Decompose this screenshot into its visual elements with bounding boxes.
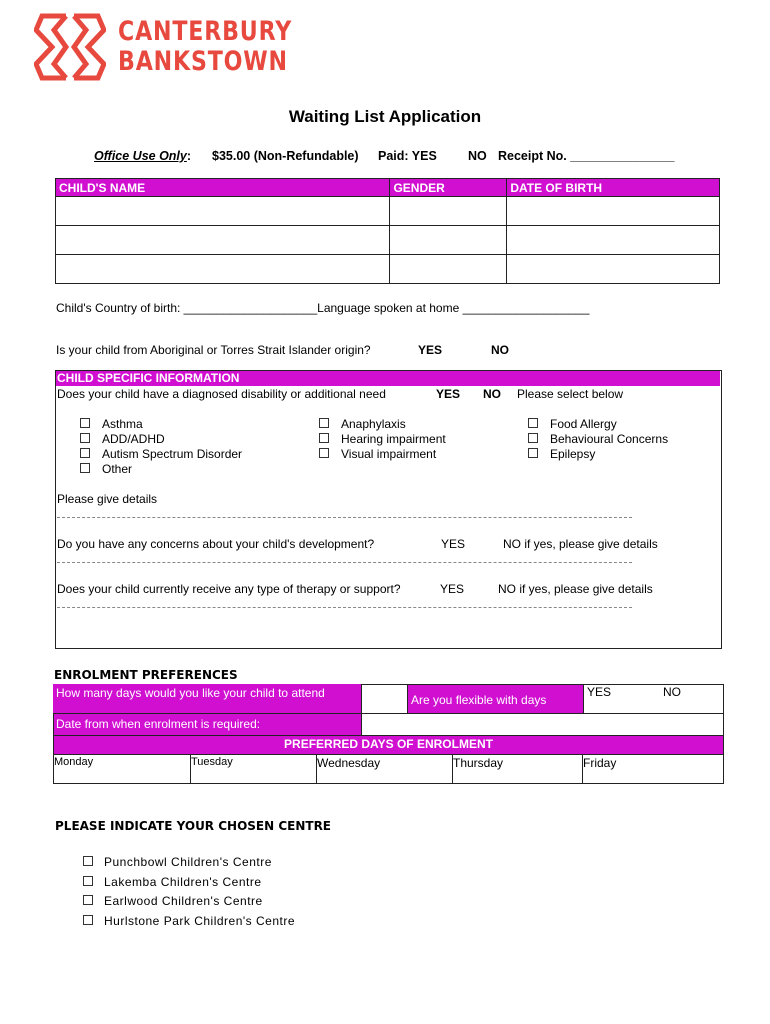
days-question: How many days would you like your child to attend: [53, 684, 362, 714]
flexible-answer[interactable]: [583, 684, 724, 714]
therapy-details-line[interactable]: [57, 607, 632, 608]
child-name-field[interactable]: [56, 197, 390, 226]
day-tuesday[interactable]: Tuesday: [190, 754, 317, 784]
days-field[interactable]: [361, 684, 408, 714]
checkbox-asthma[interactable]: Asthma: [80, 417, 143, 431]
office-use-label: Office Use Only:: [94, 149, 192, 163]
checkbox-other[interactable]: Other: [80, 462, 132, 476]
checkbox-icon: [80, 433, 90, 443]
therapy-yes[interactable]: YES: [440, 582, 465, 596]
child-details-table: [55, 178, 720, 284]
checkbox-icon: [528, 448, 538, 458]
checkbox-icon: [528, 418, 538, 428]
therapy-no[interactable]: NO if yes, please give details: [498, 582, 653, 596]
checkbox-icon: [319, 433, 329, 443]
day-thursday[interactable]: Thursday: [452, 754, 583, 784]
give-details-label: Please give details: [57, 492, 158, 506]
child-name-field[interactable]: [56, 226, 390, 255]
header-gender: GENDER: [390, 179, 507, 197]
canterbury-bankstown-logo-icon: [34, 12, 106, 82]
checkbox-icon: [83, 856, 93, 866]
dob-field[interactable]: [507, 226, 720, 255]
gender-field[interactable]: [390, 255, 507, 284]
page-title: Waiting List Application: [288, 107, 482, 126]
date-field[interactable]: [361, 713, 724, 736]
header-date-of-birth: DATE OF BIRTH: [507, 179, 720, 197]
office-receipt[interactable]: Receipt No. _______________: [498, 149, 675, 163]
logo-line-2: BANKSTOWN: [118, 46, 288, 77]
details-line[interactable]: [57, 517, 632, 518]
header-child-name: CHILD'S NAME: [56, 179, 390, 197]
checkbox-icon: [80, 418, 90, 428]
centre-earlwood[interactable]: Earlwood Children's Centre: [83, 894, 263, 908]
checkbox-icon: [528, 433, 538, 443]
dob-field[interactable]: [507, 255, 720, 284]
day-wednesday[interactable]: Wednesday: [316, 754, 453, 784]
centre-hurlstone-park[interactable]: Hurlstone Park Children's Centre: [83, 914, 295, 928]
gender-field[interactable]: [390, 226, 507, 255]
centre-lakemba[interactable]: Lakemba Children's Centre: [83, 875, 262, 889]
day-monday[interactable]: Monday: [53, 754, 191, 784]
checkbox-icon: [83, 915, 93, 925]
checkbox-icon: [80, 448, 90, 458]
checkbox-icon: [80, 463, 90, 473]
disability-no[interactable]: NO: [483, 387, 501, 401]
checkbox-icon: [83, 876, 93, 886]
aboriginal-no[interactable]: NO: [491, 343, 509, 357]
development-question: Do you have any concerns about your child's development?: [57, 537, 375, 551]
development-no[interactable]: NO if yes, please give details: [503, 537, 658, 551]
country-language-line[interactable]: Child's Country of birth: ____________________Language spoken at home ___________________: [56, 301, 590, 315]
child-name-field[interactable]: [56, 255, 390, 284]
office-paid-yes[interactable]: Paid: YES: [378, 149, 437, 163]
dob-field[interactable]: [507, 197, 720, 226]
child-specific-header: CHILD SPECIFIC INFORMATION: [56, 371, 720, 386]
flexible-no[interactable]: NO: [663, 685, 681, 699]
disability-question: Does your child have a diagnosed disability or additional need: [57, 387, 386, 401]
please-select-below: Please select below: [517, 387, 624, 401]
checkbox-icon: [319, 418, 329, 428]
therapy-question: Does your child currently receive any type of therapy or support?: [57, 582, 401, 596]
disability-yes[interactable]: YES: [436, 387, 461, 401]
enrolment-header: ENROLMENT PREFERENCES: [54, 668, 238, 682]
checkbox-visual[interactable]: Visual impairment: [319, 447, 436, 461]
checkbox-anaphylaxis[interactable]: Anaphylaxis: [319, 417, 406, 431]
centre-punchbowl[interactable]: Punchbowl Children's Centre: [83, 855, 272, 869]
development-details-line[interactable]: [57, 562, 632, 563]
office-paid-no[interactable]: NO: [468, 149, 487, 163]
checkbox-hearing[interactable]: Hearing impairment: [319, 432, 446, 446]
flexible-yes[interactable]: YES: [587, 685, 612, 699]
office-fee: $35.00 (Non-Refundable): [212, 149, 359, 163]
gender-field[interactable]: [390, 197, 507, 226]
checkbox-autism[interactable]: Autism Spectrum Disorder: [80, 447, 242, 461]
day-friday[interactable]: Friday: [582, 754, 724, 784]
checkbox-add-adhd[interactable]: ADD/ADHD: [80, 432, 165, 446]
aboriginal-yes[interactable]: YES: [418, 343, 443, 357]
centre-header: PLEASE INDICATE YOUR CHOSEN CENTRE: [55, 819, 332, 833]
aboriginal-question: Is your child from Aboriginal or Torres Strait Islander origin?: [56, 343, 371, 357]
checkbox-epilepsy[interactable]: Epilepsy: [528, 447, 595, 461]
flexible-question: Are you flexible with days: [407, 684, 584, 714]
preferred-days-header: PREFERRED DAYS OF ENROLMENT: [53, 735, 724, 755]
checkbox-icon: [83, 895, 93, 905]
development-yes[interactable]: YES: [441, 537, 466, 551]
logo-line-1: CANTERBURY: [118, 16, 293, 47]
checkbox-behavioural[interactable]: Behavioural Concerns: [528, 432, 668, 446]
date-question: Date from when enrolment is required:: [53, 713, 362, 736]
checkbox-food-allergy[interactable]: Food Allergy: [528, 417, 617, 431]
checkbox-icon: [319, 448, 329, 458]
